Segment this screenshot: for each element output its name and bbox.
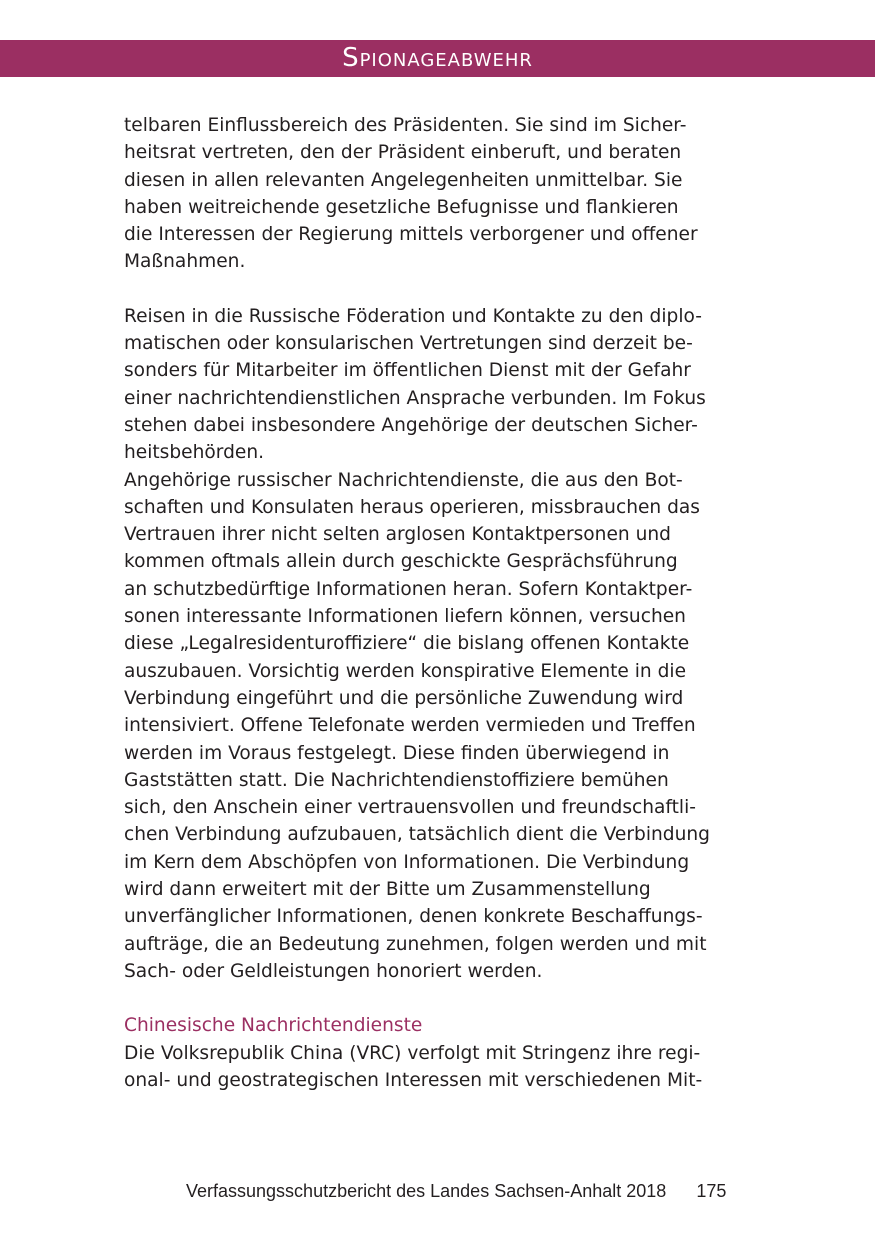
- text-line: Angehörige russischer Nachrichtendienste, die aus den Bot-: [124, 469, 683, 491]
- text-line: Die Volksrepublik China (VRC) verfolgt mit Stringenz ihre regi-: [124, 1042, 701, 1064]
- text-line: sich, den Anschein einer vertrauensvollen und freundschaftli-: [124, 797, 696, 819]
- text-line: Sach- oder Geldleistungen honoriert werden.: [124, 960, 543, 982]
- paragraph-spacer: [124, 276, 764, 303]
- page-number: 175: [696, 1181, 727, 1201]
- text-line: sonen interessante Informationen liefern können, versuchen: [124, 606, 686, 628]
- text-line: kommen oftmals allein durch geschickte Gesprächsführung: [124, 551, 678, 573]
- header-band: [0, 40, 875, 77]
- text-line: Maßnahmen.: [124, 251, 246, 273]
- text-line: chen Verbindung aufzubauen, tatsächlich dient die Verbindung: [124, 824, 710, 846]
- text-line: Vertrauen ihrer nicht selten arglosen Kontaktpersonen und: [124, 524, 671, 546]
- text-line: schaften und Konsulaten heraus operieren, missbrauchen das: [124, 496, 700, 518]
- body-text: [124, 112, 764, 1094]
- text-line: onal- und geostrategischen Interessen mit verschiedenen Mit-: [124, 1069, 703, 1091]
- text-line: telbaren Einflussbereich des Präsidenten. Sie sind im Sicher-: [124, 115, 687, 136]
- page-footer: [186, 1181, 726, 1202]
- text-line: auszubauen. Vorsichtig werden konspirative Elemente in die: [124, 660, 687, 682]
- text-line: Reisen in die Russische Föderation und Kontakte zu den diplo-: [124, 305, 702, 327]
- page-title: Spionageabwehr: [342, 43, 533, 73]
- text-line: Verbindung eingeführt und die persönliche Zuwendung wird: [124, 687, 684, 709]
- paragraph-1: [124, 112, 764, 276]
- text-line: diesen in allen relevanten Angelegenheiten unmittelbar. Sie: [124, 169, 683, 191]
- text-line: intensiviert. Offene Telefonate werden vermieden und Treffen: [124, 715, 696, 737]
- text-line: werden im Voraus festgelegt. Diese finden überwiegend in: [124, 742, 670, 764]
- text-line: haben weitreichende gesetzliche Befugnisse und flankieren: [124, 196, 679, 218]
- text-line: heitsrat vertreten, den der Präsident einberuft, und beraten: [124, 142, 682, 164]
- text-line: einer nachrichtendienstlichen Ansprache verbunden. Im Fokus: [124, 387, 706, 409]
- paragraph-2: [124, 303, 764, 467]
- section-chinese-intelligence: [124, 1012, 764, 1094]
- text-line: heitsbehörden.: [124, 442, 265, 464]
- footer-publication-title: Verfassungsschutzbericht des Landes Sachsen-Anhalt 2018: [186, 1181, 667, 1201]
- text-line: unverfänglicher Informationen, denen konkrete Beschaffungs-: [124, 906, 703, 928]
- text-line: stehen dabei insbesondere Angehörige der deutschen Sicher-: [124, 414, 698, 436]
- paragraph-3: [124, 467, 764, 986]
- text-line: wird dann erweitert mit der Bitte um Zusammenstellung: [124, 879, 651, 901]
- text-line: matischen oder konsularischen Vertretungen sind derzeit be-: [124, 333, 693, 355]
- text-line: aufträge, die an Bedeutung zunehmen, folgen werden und mit: [124, 933, 707, 955]
- text-line: an schutzbedürftige Informationen heran. Sofern Kontaktper-: [124, 578, 693, 600]
- paragraph-spacer: [124, 985, 764, 1012]
- text-line: im Kern dem Abschöpfen von Informationen. Die Verbindung: [124, 851, 690, 873]
- section-heading: Chinesische Nachrichtendienste: [124, 1015, 423, 1037]
- text-line: sonders für Mitarbeiter im öffentlichen Dienst mit der Gefahr: [124, 360, 691, 382]
- text-line: Gaststätten statt. Die Nachrichtendienstoffiziere bemühen: [124, 769, 669, 791]
- text-line: diese „Legalresidenturoffiziere“ die bislang offenen Kontakte: [124, 633, 690, 655]
- text-line: die Interessen der Regierung mittels verborgener und offener: [124, 224, 698, 246]
